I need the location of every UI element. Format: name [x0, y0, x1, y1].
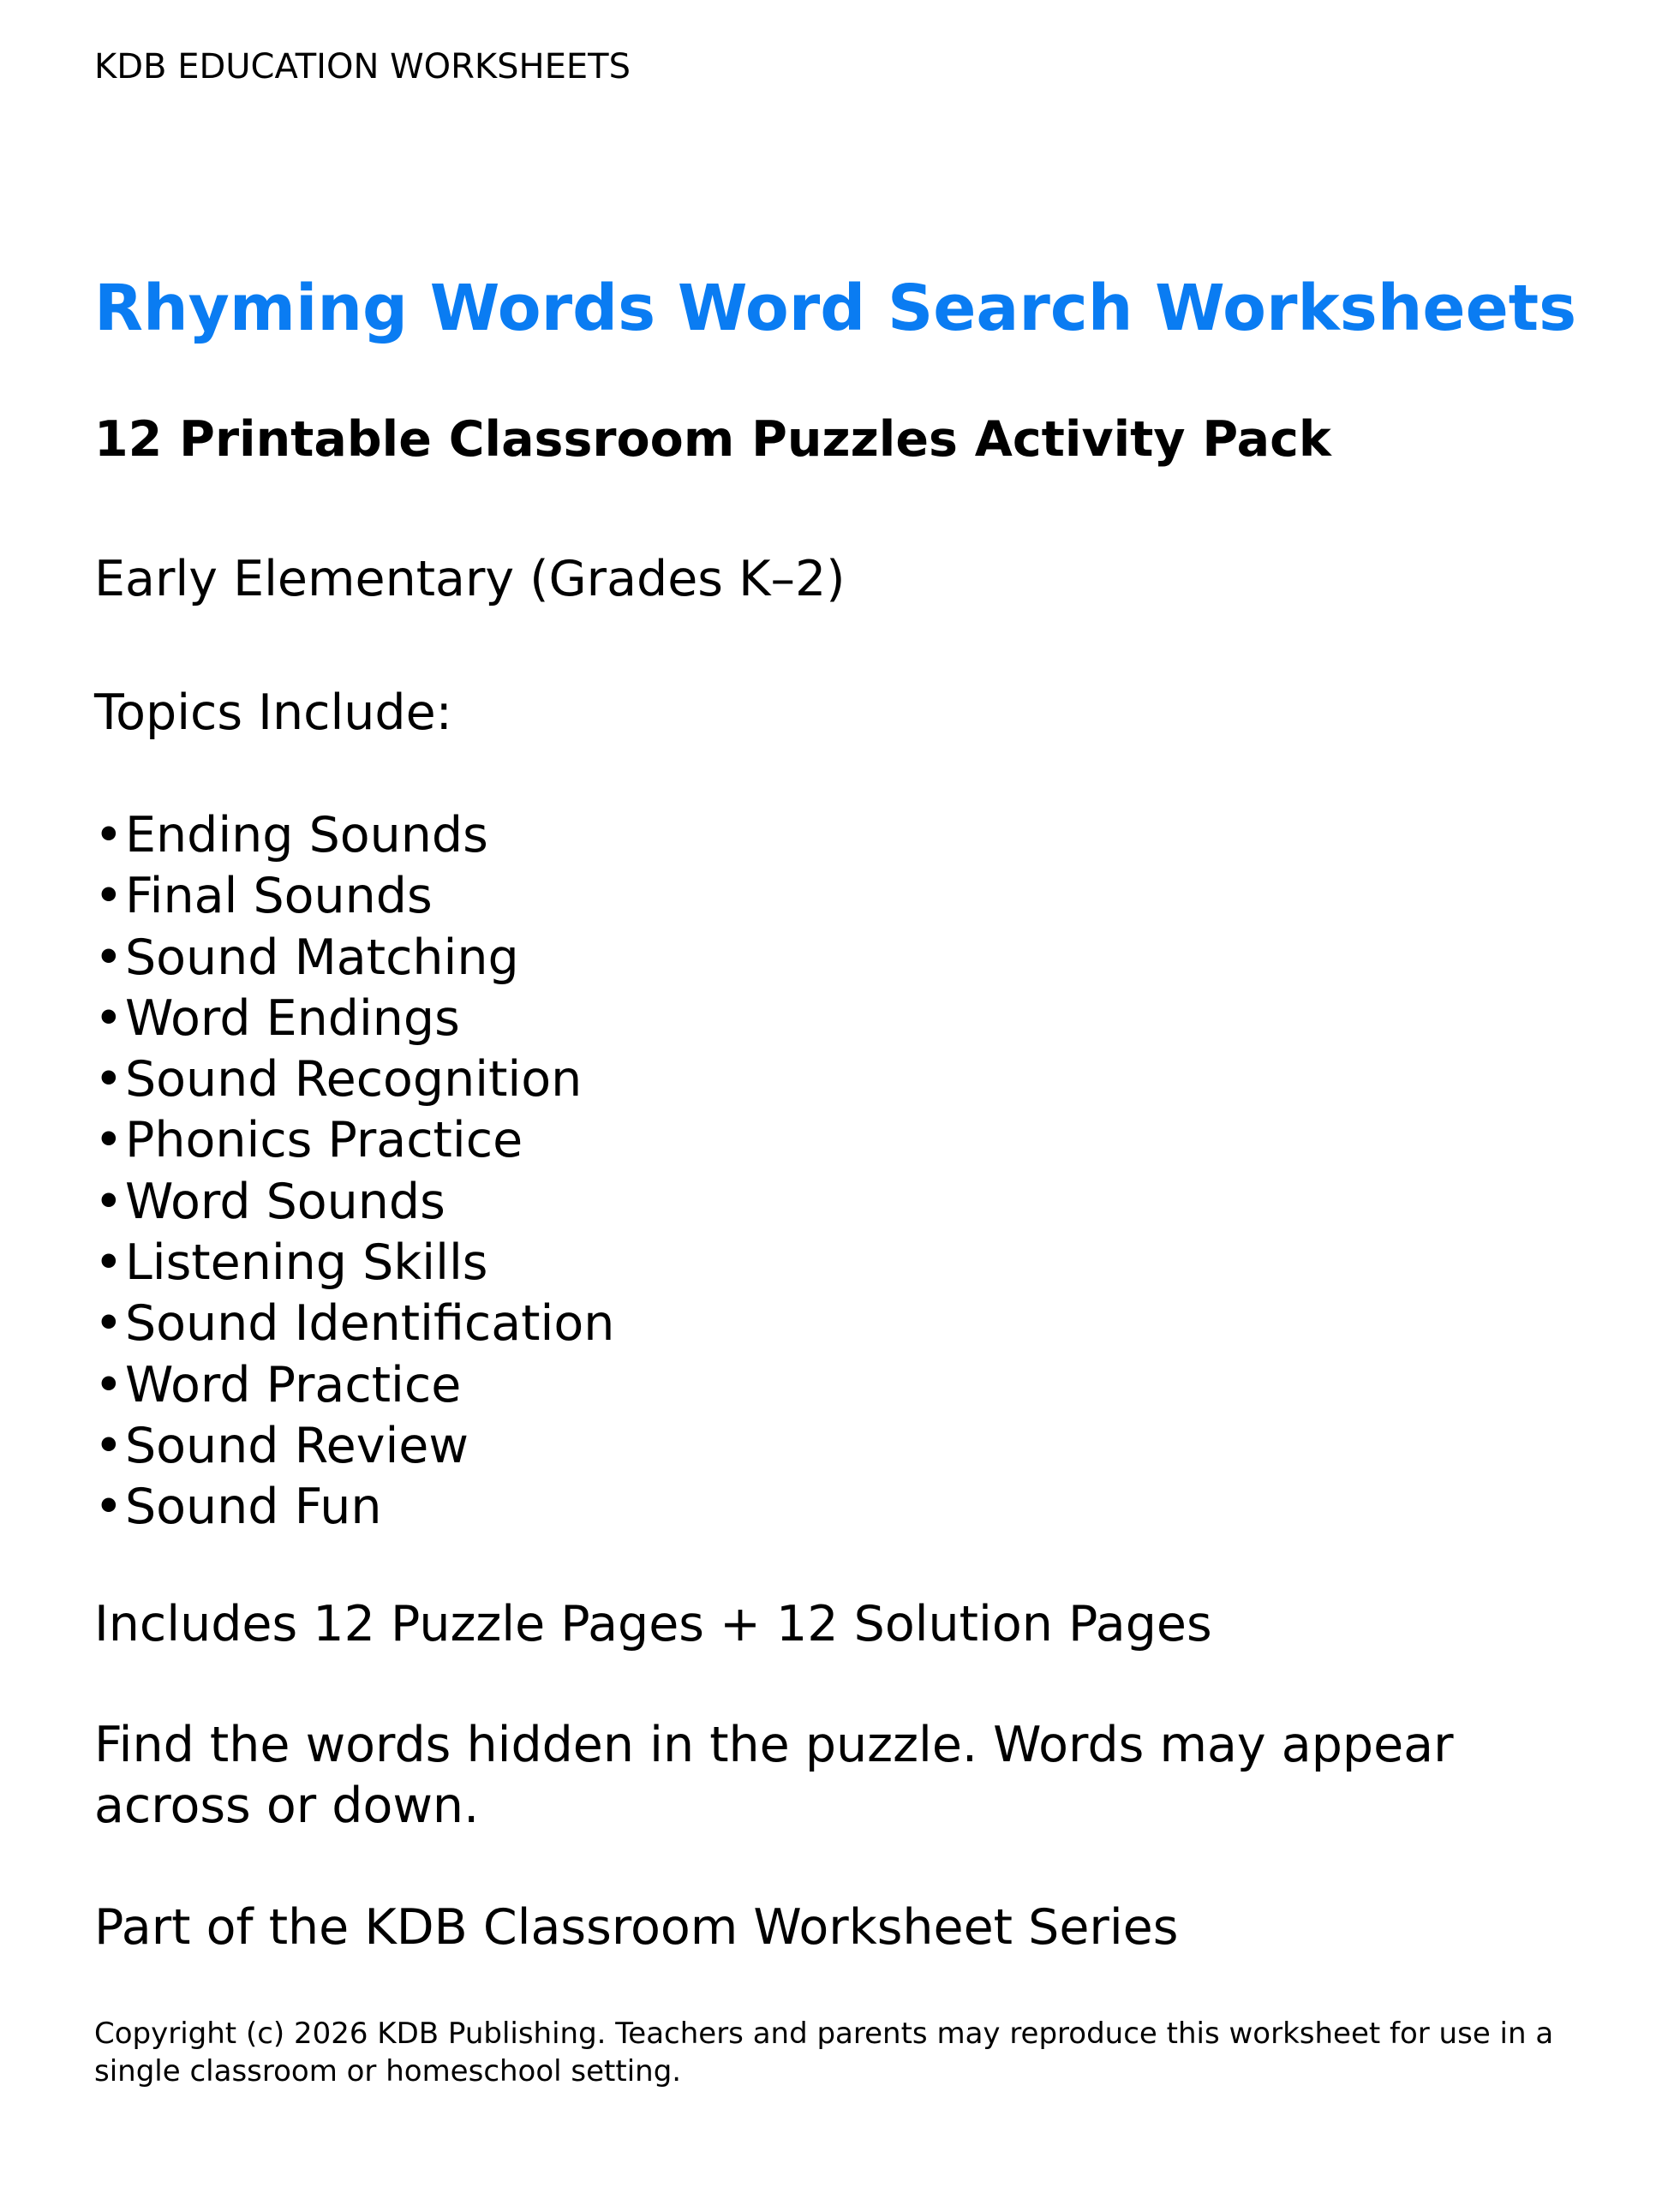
bullet-icon: •	[94, 1417, 123, 1474]
topic-label: Word Endings	[125, 989, 460, 1047]
topic-item	[94, 1477, 614, 1538]
bullet-icon: •	[94, 1295, 123, 1353]
bullet-icon: •	[94, 1479, 123, 1536]
topic-list	[94, 805, 614, 1539]
bullet-icon: •	[94, 1173, 123, 1230]
topic-label: Sound Identification	[125, 1295, 615, 1353]
topic-item	[94, 866, 614, 927]
topic-label: Sound Matching	[125, 929, 519, 986]
topic-item	[94, 989, 614, 1049]
bullet-icon: •	[94, 929, 123, 986]
topic-item	[94, 928, 614, 989]
topic-item	[94, 1172, 614, 1233]
publisher-header: KDB EDUCATION WORKSHEETS	[94, 47, 631, 87]
topic-label: Listening Skills	[125, 1234, 488, 1292]
topics-heading: Topics Include:	[94, 684, 452, 741]
topic-label: Word Practice	[125, 1356, 462, 1413]
topic-label: Ending Sounds	[125, 807, 488, 863]
bullet-icon: •	[94, 1112, 123, 1169]
bullet-icon: •	[94, 1234, 123, 1292]
topic-label: Phonics Practice	[125, 1112, 523, 1169]
topic-item	[94, 1233, 614, 1294]
topic-item	[94, 1416, 614, 1477]
topic-label: Word Sounds	[125, 1173, 445, 1230]
bullet-icon: •	[94, 1051, 123, 1108]
copyright-notice: Copyright (c) 2026 KDB Publishing. Teachers and parents may reproduce this worksheet for use in a single classroom or homeschool setting.	[94, 2017, 1554, 2088]
topic-item	[94, 1110, 614, 1171]
topic-item	[94, 1294, 614, 1354]
bullet-icon: •	[94, 807, 123, 863]
bullet-icon: •	[94, 989, 123, 1047]
topic-label: Sound Review	[125, 1417, 469, 1474]
topic-item	[94, 1355, 614, 1416]
series-note: Part of the KDB Classroom Worksheet Series	[94, 1899, 1179, 1956]
page-title: Rhyming Words Word Search Worksheets	[94, 271, 1577, 345]
topic-label: Sound Fun	[125, 1479, 382, 1536]
bullet-icon: •	[94, 1356, 123, 1413]
grade-level: Early Elementary (Grades K–2)	[94, 551, 846, 607]
includes-note: Includes 12 Puzzle Pages + 12 Solution Pages	[94, 1596, 1212, 1652]
topic-item	[94, 805, 614, 866]
topic-item	[94, 1049, 614, 1110]
page-subtitle: 12 Printable Classroom Puzzles Activity Pack	[94, 411, 1331, 468]
topic-label: Sound Recognition	[125, 1051, 583, 1108]
topic-label: Final Sounds	[125, 868, 433, 925]
bullet-icon: •	[94, 868, 123, 925]
puzzle-instructions: Find the words hidden in the puzzle. Words may appear across or down.	[94, 1717, 1454, 1834]
